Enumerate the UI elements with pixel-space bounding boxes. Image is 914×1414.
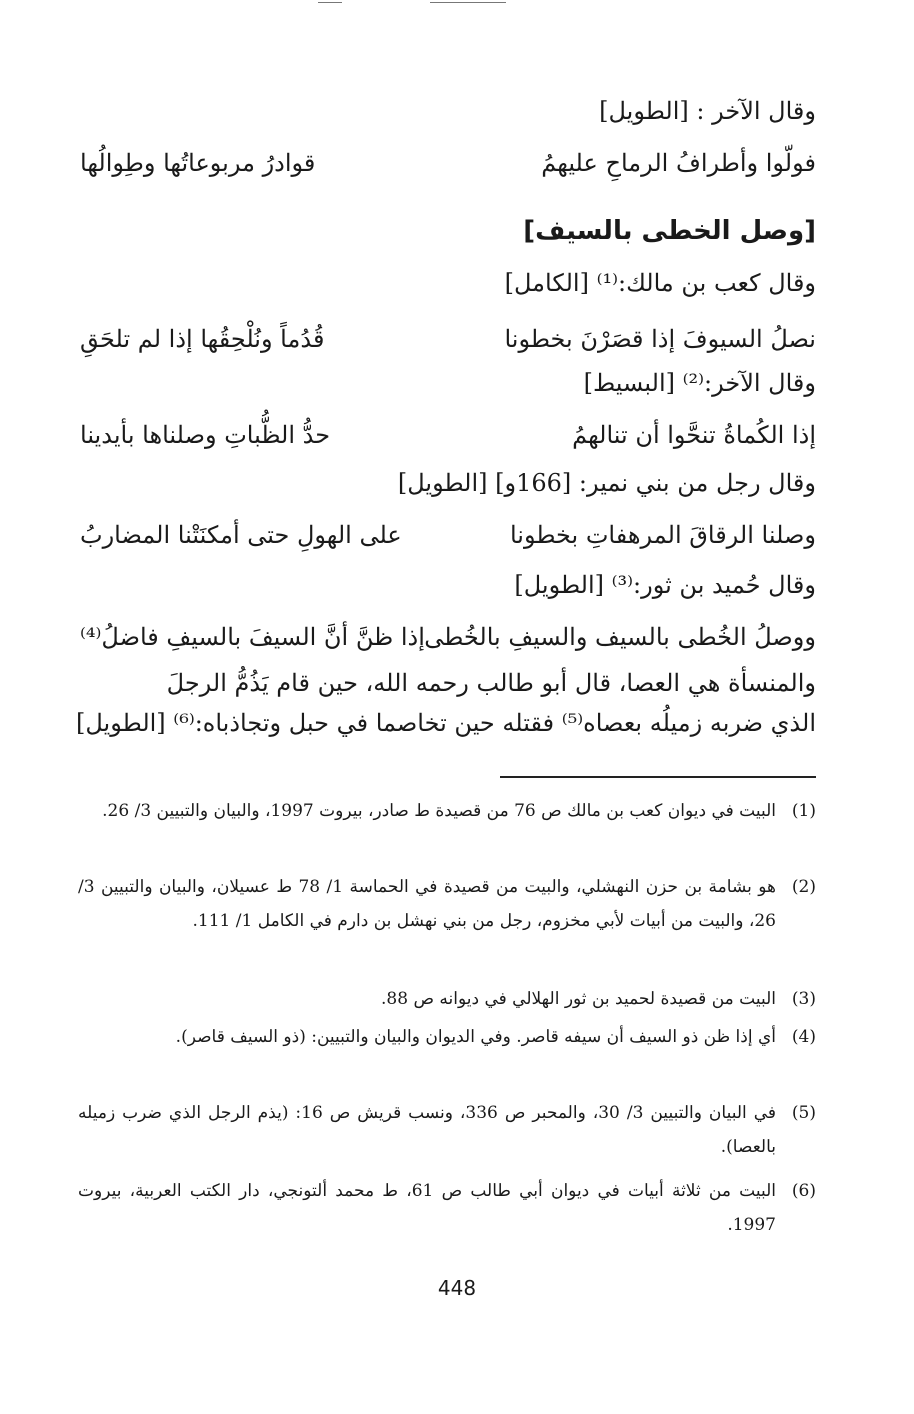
footnote-text: البيت من قصيدة لحميد بن ثور الهلالي في ديوانه ص 88. — [381, 989, 776, 1009]
verse-2-hemistich-2: قُدُماً ونُلْحِقُها إذا لم تلحَقِ — [80, 325, 325, 353]
verse-1-hemistich-1: فولّوا وأطرافُ الرماحِ عليهمُ — [541, 149, 816, 177]
verse-4-hemistich-2: على الهولِ حتى أمكنَتْنا المضاربُ — [80, 521, 402, 549]
footnote-number: (5) — [791, 1103, 816, 1123]
footnote-number: (2) — [791, 877, 816, 897]
footnote-6 — [78, 1174, 816, 1242]
verse-3-hemistich-1: إذا الكُماةُ تنحَّوا أن تنالهمُ — [572, 421, 816, 449]
poem-intro-line: وقال الآخر:⁽²⁾ [البسيط] — [583, 369, 816, 397]
footnote-separator — [500, 776, 816, 778]
footnote-text: في البيان والتبيين 3/ 30، والمحبر ص 336، ونسب قريش ص 16: (يذم الرجل الذي ضرب زميله بالعصا). — [78, 1103, 776, 1157]
verse-4-hemistich-1: وصلنا الرقاقَ المرهفاتِ بخطونا — [509, 521, 816, 549]
footnote-3 — [78, 982, 816, 1016]
poem-intro-line: وقال رجل من بني نمير: [166و] [الطويل] — [397, 469, 816, 497]
verse-5-hemistich-2: إذا ظنَّ أنَّ السيفَ بالسيفِ فاضلُ⁽⁴⁾ — [80, 623, 425, 651]
footnote-text: أي إذا ظن ذو السيف أن سيفه قاصر. وفي الديوان والبيان والتبيين: (ذو السيف قاصر). — [175, 1027, 776, 1047]
footnote-number: (4) — [791, 1027, 816, 1047]
prose-line: الذي ضربه زميلُه بعصاه⁽⁵⁾ فقتله حين تخاصما في حبل وتجاذباه:⁽⁶⁾ [الطويل] — [76, 709, 816, 737]
footnote-number: (1) — [791, 801, 816, 821]
footnote-1 — [78, 794, 816, 828]
section-heading: [وصل الخطى بالسيف] — [523, 216, 816, 246]
footnote-text: البيت من ثلاثة أبيات في ديوان أبي طالب ص 61، ط محمد ألتونجي، دار الكتب العربية، بيروت 1997. — [78, 1181, 776, 1235]
footnote-4 — [78, 1020, 816, 1054]
verse-1-hemistich-2: قوادرُ مربوعاتُها وطِوالُها — [80, 149, 316, 177]
verse-2-hemistich-1: نصلُ السيوفَ إذا قصَرْنَ بخطونا — [504, 325, 816, 353]
footnote-5 — [78, 1096, 816, 1164]
footnote-number: (3) — [791, 989, 816, 1009]
poem-intro-line: وقال الآخر : [الطويل] — [599, 97, 816, 125]
footnote-text: البيت في ديوان كعب بن مالك ص 76 من قصيدة ط صادر، بيروت 1997، والبيان والتبيين 3/ 26. — [102, 801, 776, 821]
verse-3-hemistich-2: حدُّ الظُّباتِ وصلناها بأيدينا — [80, 421, 331, 449]
prose-line: والمنسأة هي العصا، قال أبو طالب رحمه الله، حين قام يَذُمُّ الرجلَ — [166, 669, 816, 697]
verse-5-hemistich-1: ووصلُ الخُطى بالسيف والسيفِ بالخُطى — [424, 623, 816, 651]
footnote-text: هو بشامة بن حزن النهشلي، والبيت من قصيدة في الحماسة 1/ 78 ط عسيلان، والبيان والتبيين 3/ 26، والبيت من أبيات لأبي مخزوم، رجل من بني نهشل بن دارم في الكامل 1/ 111. — [78, 877, 776, 931]
footnote-2 — [78, 870, 816, 938]
poem-intro-line: وقال كعب بن مالك:⁽¹⁾ [الكامل] — [504, 269, 816, 297]
footnote-number: (6) — [791, 1181, 816, 1201]
poem-intro-line: وقال حُميد بن ثور:⁽³⁾ [الطويل] — [514, 571, 816, 599]
page-number: 448 — [437, 1276, 477, 1300]
